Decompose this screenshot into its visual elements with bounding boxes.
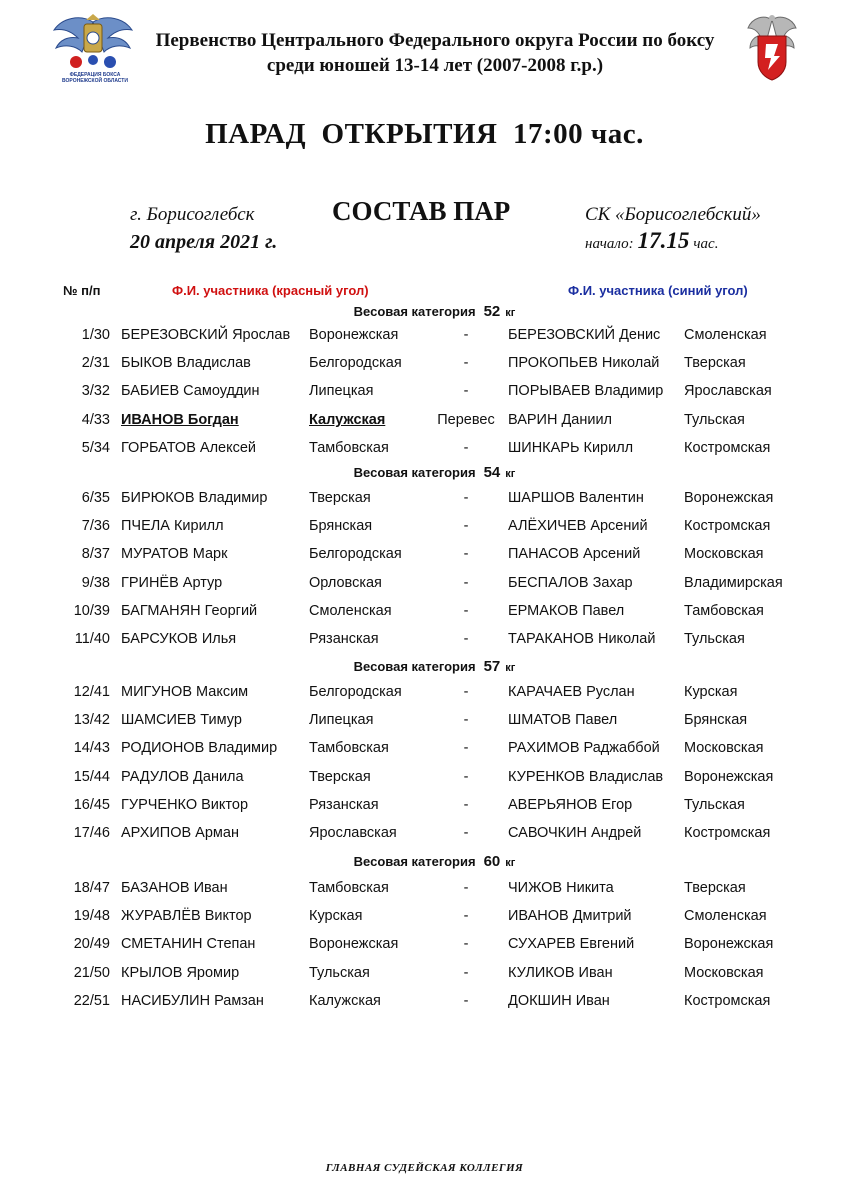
red-corner-name: ИВАНОВ Богдан (121, 412, 239, 428)
weight-category-header (0, 303, 849, 320)
bout-number: 10/39 (73, 603, 110, 619)
red-corner-region: Липецкая (309, 383, 374, 399)
footer-signature: ГЛАВНАЯ СУДЕЙСКАЯ КОЛЛЕГИЯ (325, 1162, 524, 1174)
bout-number: 4/33 (81, 412, 110, 428)
red-corner-region: Орловская (309, 575, 382, 591)
blue-corner-region: Московская (684, 965, 764, 981)
bout-row (0, 546, 849, 568)
blue-corner-region: Тверская (684, 355, 746, 371)
bout-result: Перевес (437, 412, 495, 428)
weight-category-header (0, 464, 849, 481)
bout-row (0, 684, 849, 706)
bout-result: - (463, 575, 469, 591)
bout-number: 3/32 (81, 383, 110, 399)
bout-row (0, 440, 849, 462)
red-corner-region: Белгородская (309, 546, 402, 562)
bout-number: 8/37 (81, 546, 110, 562)
bout-result: - (463, 740, 469, 756)
blue-corner-name: КУРЕНКОВ Владислав (508, 769, 664, 785)
bout-result: - (463, 993, 469, 1009)
event-date: 20 апреля 2021 г. (130, 231, 278, 253)
bout-row (0, 603, 849, 625)
red-corner-region: Тверская (309, 490, 371, 506)
bout-row (0, 631, 849, 653)
weight-category-label: Весовая категория (353, 659, 476, 674)
bout-result: - (463, 546, 469, 562)
blue-corner-name: ПРОКОПЬЕВ Николай (508, 355, 660, 371)
venue: СК «Борисоглебский» (585, 204, 761, 225)
blue-corner-name: ТАРАКАНОВ Николай (508, 631, 656, 647)
bout-row (0, 825, 849, 847)
pairs-heading: СОСТАВ ПАР (332, 196, 511, 226)
bout-number: 15/44 (73, 769, 110, 785)
blue-corner-region: Курская (684, 684, 738, 700)
bout-result: - (463, 355, 469, 371)
bout-number: 7/36 (81, 518, 110, 534)
column-header-red-corner: Ф.И. участника (красный угол) (172, 283, 369, 298)
red-corner-region: Калужская (309, 993, 381, 1009)
bout-result: - (463, 490, 469, 506)
red-corner-name: БАЗАНОВ Иван (121, 880, 228, 896)
column-header-blue-corner: Ф.И. участника (синий угол) (568, 283, 748, 298)
blue-corner-region: Костромская (684, 440, 771, 456)
blue-corner-name: ВАРИН Даниил (508, 412, 613, 428)
blue-corner-region: Владимирская (684, 575, 783, 591)
weight-category-unit: кг (505, 307, 516, 319)
bout-result: - (463, 797, 469, 813)
blue-corner-name: АЛЁХИЧЕВ Арсений (508, 518, 648, 534)
bout-row (0, 327, 849, 349)
bout-row (0, 490, 849, 512)
red-corner-region: Белгородская (309, 684, 402, 700)
blue-corner-region: Костромская (684, 825, 771, 841)
red-corner-name: БАРСУКОВ Илья (121, 631, 237, 647)
red-corner-region: Белгородская (309, 355, 402, 371)
red-corner-name: БЕРЕЗОВСКИЙ Ярослав (121, 327, 291, 343)
blue-corner-region: Тамбовская (684, 603, 764, 619)
weight-category-value: 54 (483, 464, 501, 481)
blue-corner-region: Московская (684, 546, 764, 562)
red-corner-name: БИРЮКОВ Владимир (121, 490, 268, 506)
blue-corner-name: САВОЧКИН Андрей (508, 825, 642, 841)
bout-row (0, 965, 849, 987)
blue-corner-region: Смоленская (684, 327, 767, 343)
blue-corner-region: Костромская (684, 993, 771, 1009)
weight-category-value: 60 (483, 853, 501, 870)
bout-result: - (463, 769, 469, 785)
bout-number: 20/49 (73, 936, 110, 952)
bout-row (0, 383, 849, 405)
weight-category-value: 52 (483, 303, 501, 320)
blue-corner-name: АВЕРЬЯНОВ Егор (508, 797, 633, 813)
bout-number: 21/50 (73, 965, 110, 981)
bout-result: - (463, 825, 469, 841)
start-unit: час. (693, 236, 719, 252)
bout-result: - (463, 965, 469, 981)
bout-row (0, 412, 849, 434)
bout-number: 6/35 (81, 490, 110, 506)
bout-result: - (463, 684, 469, 700)
red-corner-name: ПЧЕЛА Кирилл (121, 518, 224, 534)
red-corner-region: Воронежская (309, 327, 399, 343)
blue-corner-region: Тульская (684, 631, 745, 647)
red-corner-region: Рязанская (309, 797, 379, 813)
blue-corner-name: ЧИЖОВ Никита (508, 880, 614, 896)
blue-corner-name: ИВАНОВ Дмитрий (508, 908, 632, 924)
red-corner-region: Тамбовская (309, 440, 389, 456)
logo-caption: ФЕДЕРАЦИЯ БОКСА ВОРОНЕЖСКОЙ ОБЛАСТИ (62, 72, 128, 84)
red-corner-region: Тамбовская (309, 740, 389, 756)
blue-corner-name: КАРАЧАЕВ Руслан (508, 684, 635, 700)
blue-corner-name: ШИНКАРЬ Кирилл (508, 440, 634, 456)
red-corner-name: БАБИЕВ Самоуддин (121, 383, 260, 399)
red-corner-name: ГРИНЁВ Артур (121, 575, 223, 591)
blue-corner-name: КУЛИКОВ Иван (508, 965, 613, 981)
red-corner-region: Ярославская (309, 825, 397, 841)
red-corner-region: Смоленская (309, 603, 392, 619)
bout-result: - (463, 603, 469, 619)
bout-number: 13/42 (73, 712, 110, 728)
red-corner-name: СМЕТАНИН Степан (121, 936, 256, 952)
red-corner-name: ШАМСИЕВ Тимур (121, 712, 242, 728)
blue-corner-name: РАХИМОВ Раджаббой (508, 740, 660, 756)
bout-number: 11/40 (74, 631, 110, 647)
red-corner-name: ГУРЧЕНКО Виктор (121, 797, 249, 813)
blue-corner-region: Смоленская (684, 908, 767, 924)
blue-corner-name: БЕСПАЛОВ Захар (508, 575, 633, 591)
red-corner-name: АРХИПОВ Арман (121, 825, 239, 841)
red-corner-name: РОДИОНОВ Владимир (121, 740, 278, 756)
red-corner-region: Курская (309, 908, 363, 924)
bout-number: 19/48 (73, 908, 110, 924)
bout-result: - (463, 327, 469, 343)
blue-corner-region: Воронежская (684, 490, 774, 506)
bout-number: 14/43 (73, 740, 110, 756)
weight-category-unit: кг (505, 468, 516, 480)
blue-corner-region: Брянская (684, 712, 748, 728)
bout-row (0, 355, 849, 377)
start-time-value: 17.15 (637, 228, 690, 253)
bout-result: - (463, 518, 469, 534)
blue-corner-region: Костромская (684, 518, 771, 534)
bout-number: 9/38 (81, 575, 110, 591)
bout-number: 2/31 (81, 355, 110, 371)
red-corner-name: ГОРБАТОВ Алексей (121, 440, 257, 456)
red-corner-name: ЖУРАВЛЁВ Виктор (121, 908, 252, 924)
weight-category-header (0, 853, 849, 870)
blue-corner-region: Тульская (684, 797, 745, 813)
weight-category-value: 57 (483, 658, 501, 675)
blue-corner-name: ЕРМАКОВ Павел (508, 603, 625, 619)
weight-category-label: Весовая категория (353, 304, 476, 319)
blue-corner-name: ПАНАСОВ Арсений (508, 546, 641, 562)
blue-corner-name: ШАРШОВ Валентин (508, 490, 644, 506)
red-corner-region: Рязанская (309, 631, 379, 647)
red-corner-name: НАСИБУЛИН Рамзан (121, 993, 264, 1009)
bout-row (0, 880, 849, 902)
red-corner-name: МУРАТОВ Марк (121, 546, 228, 562)
blue-corner-name: ПОРЫВАЕВ Владимир (508, 383, 664, 399)
red-corner-name: БАГМАНЯН Георгий (121, 603, 258, 619)
title-line-2: среди юношей 13-14 лет (2007-2008 г.р.) (266, 55, 604, 76)
city: г. Борисоглебск (130, 204, 255, 225)
bout-result: - (463, 383, 469, 399)
bout-number: 12/41 (73, 684, 110, 700)
bout-result: - (463, 880, 469, 896)
bout-row (0, 936, 849, 958)
parade-heading: ПАРАД ОТКРЫТИЯ 17:00 час. (205, 118, 644, 150)
red-corner-region: Тульская (309, 965, 370, 981)
bout-number: 22/51 (73, 993, 110, 1009)
weight-category-label: Весовая категория (353, 465, 476, 480)
start-label: начало: (585, 236, 634, 252)
bout-number: 1/30 (81, 327, 110, 343)
red-corner-region: Калужская (309, 412, 386, 428)
red-corner-region: Воронежская (309, 936, 399, 952)
red-corner-region: Тверская (309, 769, 371, 785)
blue-corner-region: Московская (684, 740, 764, 756)
column-header-number: № п/п (63, 283, 101, 298)
bout-result: - (463, 936, 469, 952)
bout-row (0, 518, 849, 540)
red-corner-region: Тамбовская (309, 880, 389, 896)
blue-corner-name: СУХАРЕВ Евгений (508, 936, 635, 952)
bout-row (0, 740, 849, 762)
title-line-1: Первенство Центрального Федерального округа России по боксу (155, 30, 715, 51)
bout-number: 5/34 (81, 440, 110, 456)
bout-row (0, 797, 849, 819)
bout-row (0, 993, 849, 1015)
bout-result: - (463, 631, 469, 647)
weight-category-unit: кг (505, 662, 516, 674)
blue-corner-region: Воронежская (684, 769, 774, 785)
red-corner-name: РАДУЛОВ Данила (121, 769, 244, 785)
red-corner-region: Липецкая (309, 712, 374, 728)
bout-row (0, 712, 849, 734)
blue-corner-region: Воронежская (684, 936, 774, 952)
bout-result: - (463, 908, 469, 924)
blue-corner-name: БЕРЕЗОВСКИЙ Денис (508, 327, 661, 343)
red-corner-region: Брянская (309, 518, 373, 534)
blue-corner-region: Ярославская (684, 383, 772, 399)
bout-row (0, 769, 849, 791)
blue-corner-region: Тульская (684, 412, 745, 428)
blue-corner-region: Тверская (684, 880, 746, 896)
bout-number: 16/45 (73, 797, 110, 813)
bout-result: - (463, 712, 469, 728)
bout-number: 17/46 (73, 825, 110, 841)
red-corner-name: БЫКОВ Владислав (121, 355, 251, 371)
weight-category-unit: кг (505, 857, 516, 869)
weight-category-header (0, 658, 849, 675)
bout-row (0, 575, 849, 597)
blue-corner-name: ДОКШИН Иван (508, 993, 610, 1009)
red-corner-name: КРЫЛОВ Яромир (121, 965, 240, 981)
weight-category-label: Весовая категория (353, 854, 476, 869)
blue-corner-name: ШМАТОВ Павел (508, 712, 618, 728)
red-corner-name: МИГУНОВ Максим (121, 684, 249, 700)
bout-result: - (463, 440, 469, 456)
bout-row (0, 908, 849, 930)
bout-number: 18/47 (73, 880, 110, 896)
